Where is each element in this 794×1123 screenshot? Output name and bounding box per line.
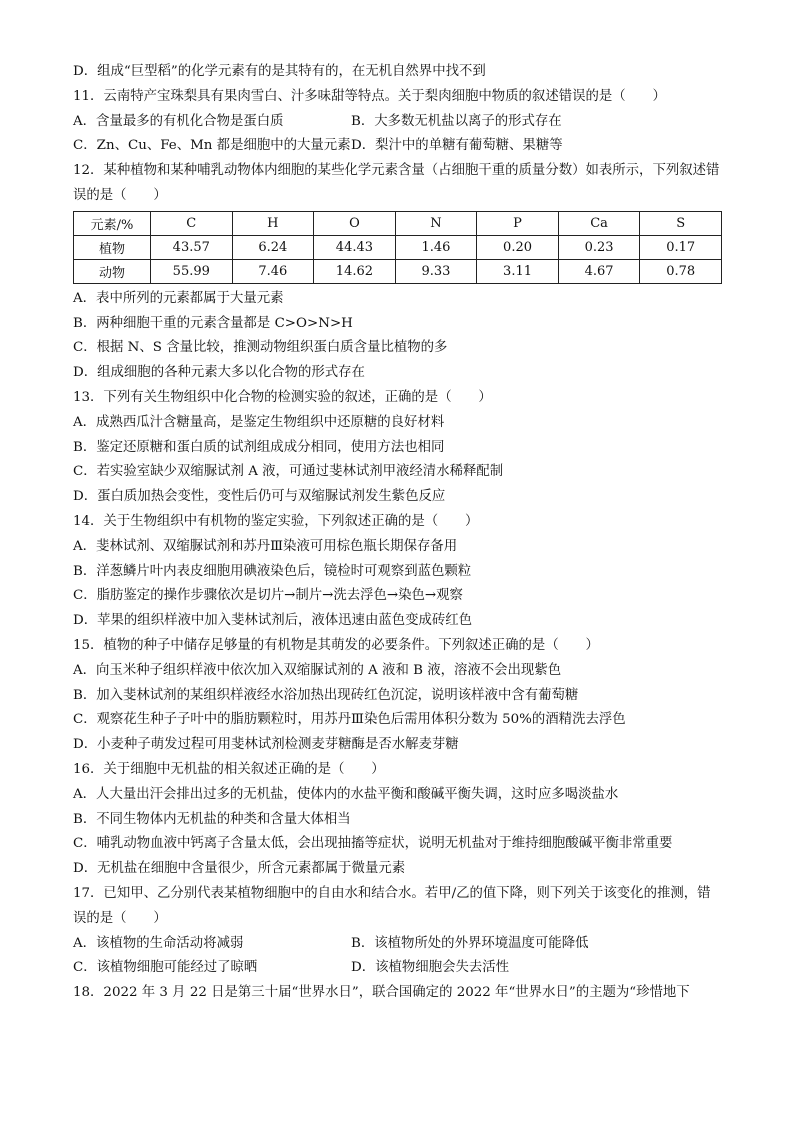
question-15-option-b: B．加入斐林试剂的某组织样液经水浴加热出现砖红色沉淀，说明该样液中含有葡萄糖 xyxy=(73,687,579,703)
question-16-stem: 16．关于细胞中无机盐的相关叙述正确的是（ ） xyxy=(73,761,385,777)
question-12-option-b: B．两种细胞干重的元素含量都是 C>O>N>H xyxy=(73,315,353,331)
table-cell: 动物 xyxy=(74,259,151,283)
table-cell: 7.46 xyxy=(232,259,314,283)
question-13-option-d: D．蛋白质加热会变性，变性后仍可与双缩脲试剂发生紫色反应 xyxy=(73,489,446,505)
question-15-option-c: C．观察花生种子子叶中的脂肪颗粒时，用苏丹Ⅲ染色后需用体积分数为 50%的酒精洗去浮色 xyxy=(73,712,626,728)
table-cell: 6.24 xyxy=(232,235,314,259)
question-14-option-c: C．脂肪鉴定的操作步骤依次是切片→制片→洗去浮色→染色→观察 xyxy=(73,588,463,604)
question-11-option-c: C．Zn、Cu、Fe、Mn 都是细胞中的大量元素 xyxy=(73,138,351,154)
question-11-option-d: D．梨汁中的单糖有葡萄糖、果糖等 xyxy=(351,138,563,154)
question-12-option-c: C．根据 N、S 含量比较，推测动物组织蛋白质含量比植物的多 xyxy=(73,340,448,356)
exam-page xyxy=(73,60,723,1006)
table-cell: 14.62 xyxy=(314,259,396,283)
table-cell: 9.33 xyxy=(395,259,477,283)
question-17-option-b: B．该植物所处的外界环境温度可能降低 xyxy=(351,935,589,951)
question-12-option-a: A．表中所列的元素都属于大量元素 xyxy=(73,290,284,306)
table-cell: 4.67 xyxy=(558,259,640,283)
question-14-stem: 14．关于生物组织中有机物的鉴定实验，下列叙述正确的是（ ） xyxy=(73,513,479,529)
question-14-option-b: B．洋葱鳞片叶内表皮细胞用碘液染色后，镜检时可观察到蓝色颗粒 xyxy=(73,563,472,579)
table-header-cell: O xyxy=(314,211,396,235)
question-16-option-b: B．不同生物体内无机盐的种类和含量大体相当 xyxy=(73,811,351,827)
table-header-row xyxy=(74,211,722,235)
question-18-stem: 18．2022 年 3 月 22 日是第三十届“世界水日”，联合国确定的 2022 年“世界水日”的主题为“珍惜地下 xyxy=(73,985,690,1001)
question-17-options-ab xyxy=(73,932,723,957)
table-cell: 0.23 xyxy=(558,235,640,259)
table-cell: 0.20 xyxy=(477,235,559,259)
question-11-options-cd xyxy=(73,134,723,159)
question-10-option-d: D．组成“巨型稻”的化学元素有的是其特有的，在无机自然界中找不到 xyxy=(73,64,486,79)
question-15-stem: 15．植物的种子中储存足够量的有机物是其萌发的必要条件。下列叙述正确的是（ ） xyxy=(73,637,599,653)
question-17-options-cd xyxy=(73,956,723,981)
table-cell: 0.78 xyxy=(640,259,722,283)
table-cell: 植物 xyxy=(74,235,151,259)
question-17-option-a: A．该植物的生命活动将减弱 xyxy=(73,935,244,951)
table-header-cell: N xyxy=(395,211,477,235)
table-header-cell: 元素/% xyxy=(74,211,151,235)
table-header-cell: P xyxy=(477,211,559,235)
table-cell: 43.57 xyxy=(151,235,233,259)
question-11-option-b: B．大多数无机盐以离子的形式存在 xyxy=(351,113,562,129)
question-14-option-d: D．苹果的组织样液中加入斐林试剂后，液体迅速由蓝色变成砖红色 xyxy=(73,613,473,629)
question-16-option-d: D．无机盐在细胞中含量很少，所含元素都属于微量元素 xyxy=(73,861,406,877)
question-12-option-d: D．组成细胞的各种元素大多以化合物的形式存在 xyxy=(73,365,365,381)
question-17-option-d: D．该植物细胞会失去活性 xyxy=(351,960,510,976)
question-13-option-b: B．鉴定还原糖和蛋白质的试剂组成成分相同，使用方法也相同 xyxy=(73,439,445,455)
table-row xyxy=(74,235,722,259)
table-cell: 44.43 xyxy=(314,235,396,259)
question-17-stem: 17．已知甲、乙分别代表某植物细胞中的自由水和结合水。若甲/乙的值下降，则下列关于该变化的推测，错误的是（ ） xyxy=(73,885,711,926)
table-header-cell: H xyxy=(232,211,314,235)
table-header-cell: S xyxy=(640,211,722,235)
question-13-option-a: A．成熟西瓜汁含糖量高，是鉴定生物组织中还原糖的良好材料 xyxy=(73,414,445,430)
table-cell: 3.11 xyxy=(477,259,559,283)
question-16-option-c: C．哺乳动物血液中钙离子含量太低，会出现抽搐等症状，说明无机盐对于维持细胞酸碱平衡非常重要 xyxy=(73,836,673,852)
table-header-cell: C xyxy=(151,211,233,235)
table-cell: 1.46 xyxy=(395,235,477,259)
question-15-option-d: D．小麦种子萌发过程可用斐林试剂检测麦芽糖酶是否水解麦芽糖 xyxy=(73,737,459,753)
table-cell: 0.17 xyxy=(640,235,722,259)
table-row xyxy=(74,259,722,283)
table-cell: 55.99 xyxy=(151,259,233,283)
question-11-options-ab xyxy=(73,110,723,135)
element-content-table xyxy=(73,211,722,284)
table-header-cell: Ca xyxy=(558,211,640,235)
question-13-option-c: C．若实验室缺少双缩脲试剂 A 液，可通过斐林试剂甲液经清水稀释配制 xyxy=(73,464,504,480)
question-16-option-a: A．人大量出汗会排出过多的无机盐，使体内的水盐平衡和酸碱平衡失调，这时应多喝淡盐水 xyxy=(73,786,619,802)
question-11-stem: 11．云南特产宝珠梨具有果肉雪白、汁多味甜等特点。关于梨肉细胞中物质的叙述错误的是（ ） xyxy=(73,88,666,104)
question-12-stem: 12．某种植物和某种哺乳动物体内细胞的某些化学元素含量（占细胞干重的质量分数）如表所示，下列叙述错误的是（ ） xyxy=(73,163,720,203)
question-14-option-a: A．斐林试剂、双缩脲试剂和苏丹Ⅲ染液可用棕色瓶长期保存备用 xyxy=(73,538,458,554)
question-11-option-a: A．含量最多的有机化合物是蛋白质 xyxy=(73,113,284,129)
question-13-stem: 13．下列有关生物组织中化合物的检测实验的叙述，正确的是（ ） xyxy=(73,389,492,405)
question-17-option-c: C．该植物细胞可能经过了晾晒 xyxy=(73,960,258,976)
question-15-option-a: A．向玉米种子组织样液中依次加入双缩脲试剂的 A 液和 B 液，溶液不会出现紫色 xyxy=(73,662,562,678)
